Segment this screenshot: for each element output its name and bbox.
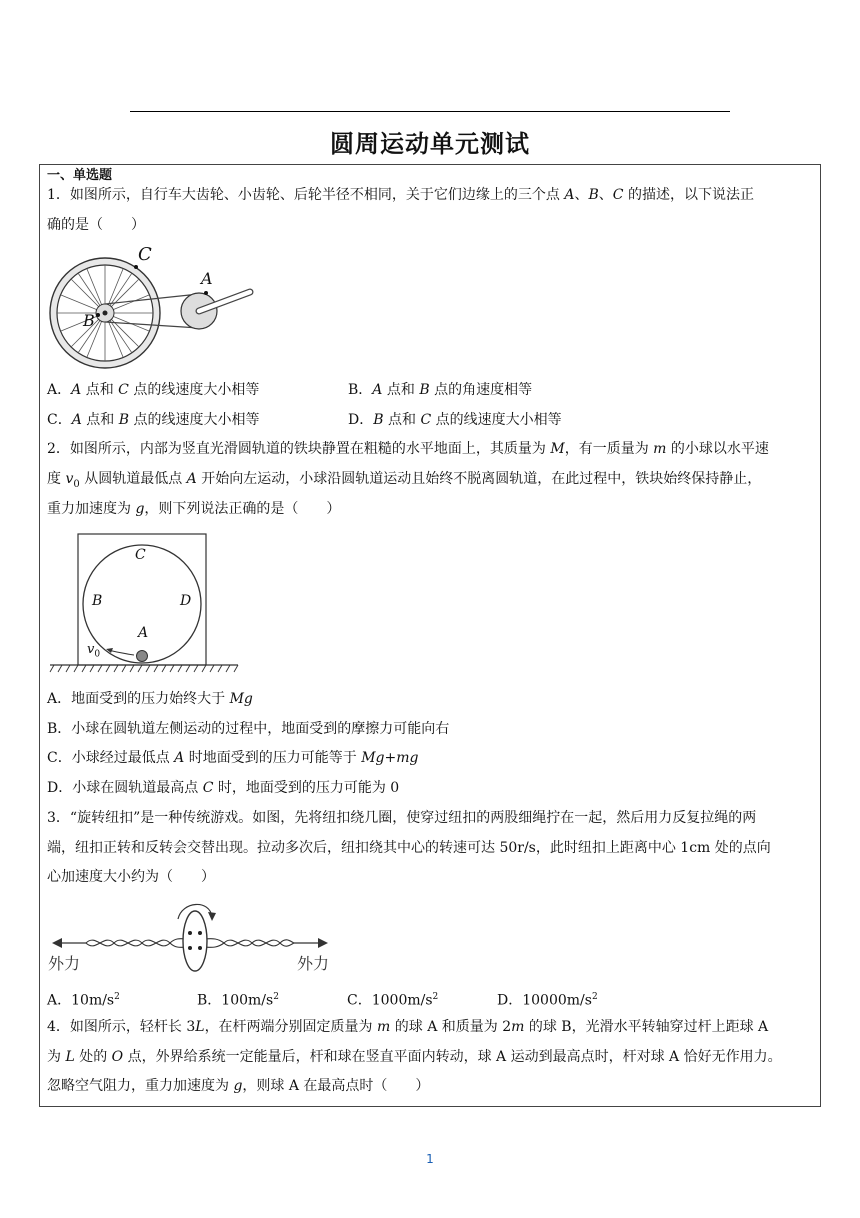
bicycle-figure bbox=[48, 245, 263, 370]
q1-option-d: D．B 点和 C 点的线速度大小相等 bbox=[348, 412, 562, 428]
q2-option-a: A．地面受到的压力始终大于 Mg bbox=[47, 691, 253, 707]
q2-option-b: B．小球在圆轨道左侧运动的过程中，地面受到的摩擦力可能向右 bbox=[47, 721, 450, 737]
q4-line3: 忽略空气阻力，重力加速度为 g，则球 A 在最高点时（ ） bbox=[47, 1078, 430, 1094]
page-number: 1 bbox=[426, 1152, 434, 1166]
q2-line2: 度 $v_0$ 从圆轨道最低点 A 开始向左运动，小球沿圆轨道运动且始终不脱离圆轨道，在此过程中，铁块始终保持静止， bbox=[47, 471, 762, 490]
q3-option-b: B．$100m/s^2$ bbox=[197, 992, 279, 1009]
q4-line1: 4．如图所示，轻杆长 3L，在杆两端分别固定质量为 m 的球 A 和质量为 2m 的球 B，光滑水平转轴穿过杆上距球 A bbox=[47, 1019, 769, 1035]
section-title: 一、单选题 bbox=[47, 168, 113, 183]
q3-line1: 3．“旋转纽扣”是一种传统游戏。如图，先将纽扣绕几圈，使穿过纽扣的两股细绳拧在一起，然后用力反复拉绳的两 bbox=[47, 810, 757, 826]
q4-line2: 为 L 处的 O 点，外界给系统一定能量后，杆和球在竖直平面内转动，球 A 运动到最高点时，杆对球 A 恰好无作用力。 bbox=[47, 1049, 782, 1065]
button-spinner-figure bbox=[50, 895, 335, 977]
q2-line1: 2．如图所示，内部为竖直光滑圆轨道的铁块静置在粗糙的水平地面上，其质量为 M，有一质量为 m 的小球以水平速 bbox=[47, 441, 769, 457]
q1-option-a: A．A 点和 C 点的线速度大小相等 bbox=[47, 382, 260, 398]
page-title: 圆周运动单元测试 bbox=[330, 130, 530, 158]
q3-option-a: A．$10m/s^2$ bbox=[47, 992, 120, 1009]
header-rule bbox=[130, 111, 730, 112]
q2-fig-label-c: C bbox=[135, 547, 146, 563]
q3-fig-label-right: 外力 bbox=[297, 954, 330, 973]
q2-option-d: D．小球在圆轨道最高点 C 时，地面受到的压力可能为 0 bbox=[47, 780, 400, 796]
q1-option-b: B．A 点和 B 点的角速度相等 bbox=[348, 382, 533, 398]
q1-option-c: C．A 点和 B 点的线速度大小相等 bbox=[47, 412, 260, 428]
q3-fig-label-left: 外力 bbox=[48, 954, 81, 973]
q2-fig-label-a: A bbox=[138, 625, 149, 641]
q2-fig-label-d: D bbox=[180, 593, 192, 609]
q1-line1: 1．如图所示，自行车大齿轮、小齿轮、后轮半径不相同，关于它们边缘上的三个点 A、B、C 的描述，以下说法正 bbox=[47, 187, 754, 203]
q3-line3: 心加速度大小约为（ ） bbox=[47, 869, 215, 885]
q3-option-c: C．$1000m/s^2$ bbox=[347, 992, 439, 1009]
q2-option-c: C．小球经过最低点 A 时地面受到的压力可能等于 Mg+mg bbox=[47, 750, 419, 766]
q1-fig-label-a: A bbox=[201, 269, 213, 288]
q1-line2: 确的是（ ） bbox=[47, 217, 145, 233]
q3-line2: 端，纽扣正转和反转会交替出现。拉动多次后，纽扣绕其中心的转速可达 50r/s，此时纽扣上距离中心 1cm 处的点向 bbox=[47, 840, 771, 856]
q1-fig-label-c: C bbox=[138, 244, 152, 265]
q1-fig-label-b: B bbox=[83, 311, 95, 330]
q2-fig-label-b: B bbox=[92, 593, 103, 609]
q2-fig-label-v0: $v_0$ bbox=[87, 642, 101, 660]
q2-line3: 重力加速度为 g，则下列说法正确的是（ ） bbox=[47, 501, 341, 517]
q3-option-d: D．$10000m/s^2$ bbox=[497, 992, 598, 1009]
